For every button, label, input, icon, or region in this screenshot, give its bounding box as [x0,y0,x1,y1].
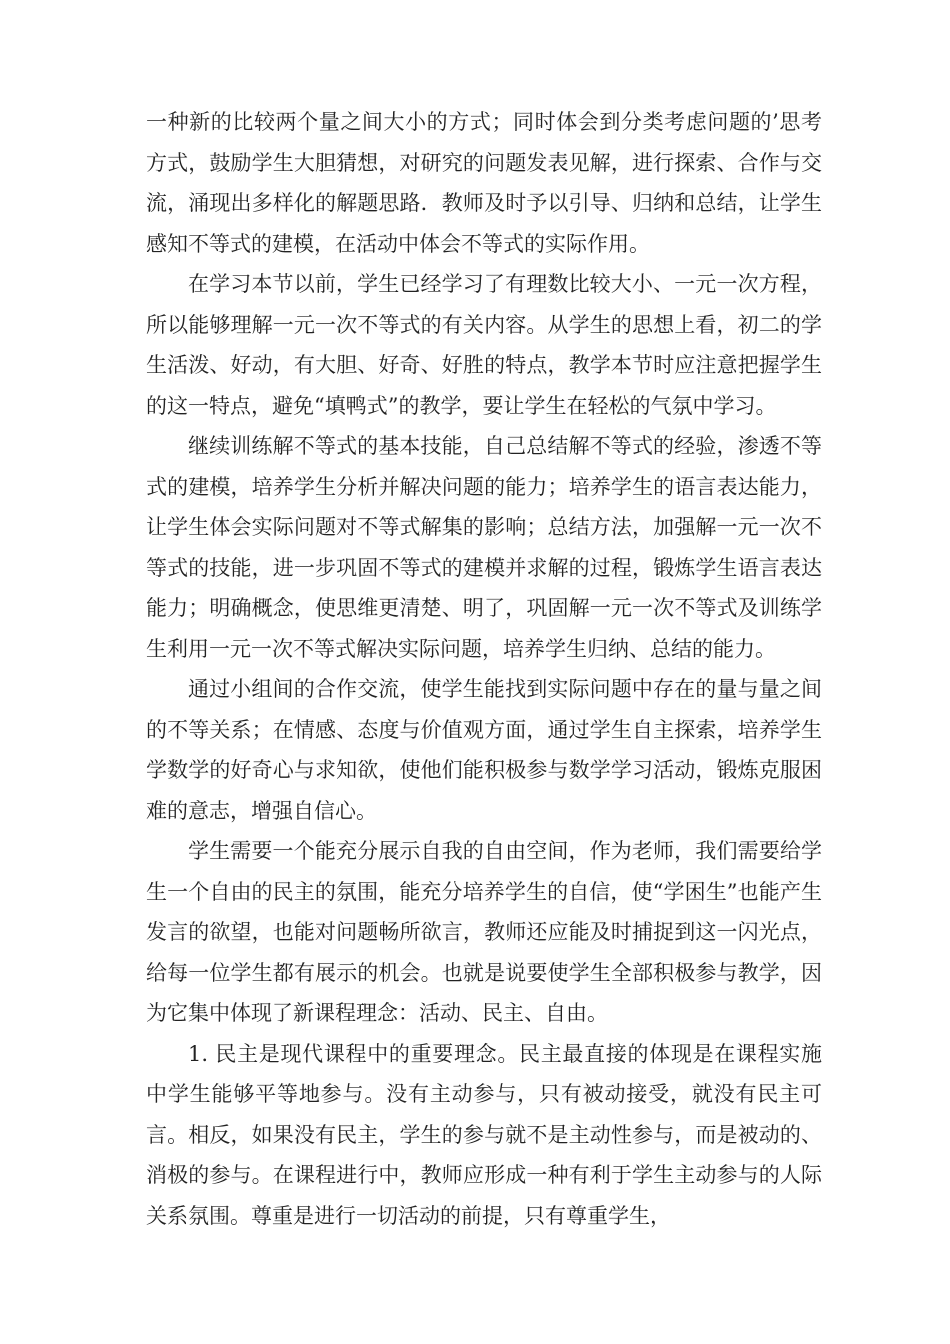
paragraph-continued: 一种新的比较两个量之间大小的方式；同时体会到分类考虑问题的’思考方式，鼓励学生大胆猜想，对研究的问题发表见解，进行探索、合作与交流，涌现出多样化的解题思路．教师及时予以引导、归纳和总结，让学生感知不等式的建模，在活动中体会不等式的实际作用。 [146,110,822,256]
paragraph: 在学习本节以前，学生已经学习了有理数比较大小、一元一次方程，所以能够理解一元一次不等式的有关内容。从学生的思想上看，初二的学生活泼、好动，有大胆、好奇、好胜的特点，教学本节时应注意把握学生的这一特点，避免“填鸭式”的教学，要让学生在轻松的气氛中学习。 [146,272,822,418]
paragraph: 学生需要一个能充分展示自我的自由空间，作为老师，我们需要给学生一个自由的民主的氛围，能充分培养学生的自信，使“学困生”也能产生发言的欲望，也能对问题畅所欲言，教师还应能及时捕捉到这一闪光点，给每一位学生都有展示的机会。也就是说要使学生全部积极参与教学，因为它集中体现了新课程理念：活动、民主、自由。 [146,839,822,1025]
document-body [146,102,822,1236]
paragraph: 继续训练解不等式的基本技能，自己总结解不等式的经验，渗透不等式的建模，培养学生分析并解决问题的能力；培养学生的语言表达能力，让学生体会实际问题对不等式解集的影响；总结方法，加强解一元一次不等式的技能，进一步巩固不等式的建模并求解的过程，锻炼学生语言表达能力；明确概念，使思维更清楚、明了，巩固解一元一次不等式及训练学生利用一元一次不等式解决实际问题，培养学生归纳、总结的能力。 [146,434,822,661]
paragraph-numbered: 1. 民主是现代课程中的重要理念。民主最直接的体现是在课程实施中学生能够平等地参与。没有主动参与，只有被动接受，就没有民主可言。相反，如果没有民主，学生的参与就不是主动性参与，而是被动的、消极的参与。在课程进行中，教师应形成一种有利于学生主动参与的人际关系氛围。尊重是进行一切活动的前提，只有尊重学生， [146,1041,822,1228]
paragraph: 通过小组间的合作交流，使学生能找到实际问题中存在的量与量之间的不等关系；在情感、态度与价值观方面，通过学生自主探索，培养学生学数学的好奇心与求知欲，使他们能积极参与数学学习活动，锻炼克服困难的意志，增强自信心。 [146,677,822,823]
